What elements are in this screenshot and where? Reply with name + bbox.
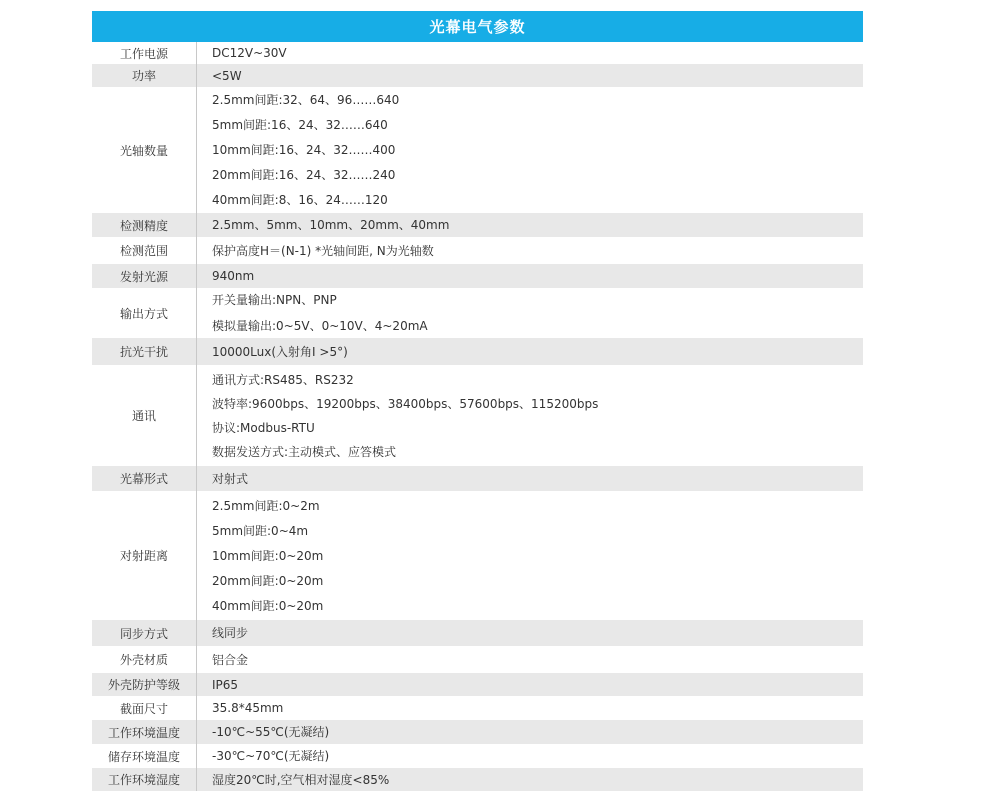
table-row [92,744,863,768]
row-label: 储存环境温度 [92,744,197,768]
row-value [197,466,863,491]
row-value-line: 模拟量输出:0~5V、0~10V、4~20mA [212,319,428,333]
table-row [92,491,863,620]
row-value-line: 2.5mm间距:0~2m [212,498,320,513]
row-label: 外壳防护等级 [92,673,197,696]
row-value-line: -10℃~55℃(无凝结) [212,725,330,739]
row-label: 光轴数量 [92,87,197,213]
row-value-line: 40mm间距:0~20m [212,598,324,613]
row-value [197,491,863,620]
table-row [92,64,863,87]
row-label: 外壳材质 [92,646,197,673]
table-row [92,288,863,338]
row-value-line: 40mm间距:8、16、24……120 [212,193,388,207]
row-value-line: 10000Lux(入射角I >5°) [212,344,348,359]
row-value-line: 10mm间距:16、24、32……400 [212,143,396,157]
row-value-line: 940nm [212,269,255,283]
row-value-line: IP65 [212,677,239,692]
row-value [197,288,863,338]
table-row [92,673,863,696]
table-row [92,696,863,720]
table-row [92,768,863,791]
row-label: 截面尺寸 [92,696,197,720]
row-value-line: 线同步 [212,626,249,640]
spec-table [92,11,863,791]
row-value-line: 铝合金 [212,652,249,667]
table-row [92,466,863,491]
row-value-line: 保护高度H＝(N-1) *光轴间距, N为光轴数 [212,243,434,258]
row-value-line: 20mm间距:0~20m [212,573,324,588]
row-value [197,768,863,791]
row-value-line: 35.8*45mm [212,701,284,715]
row-label: 检测精度 [92,213,197,237]
table-row [92,620,863,646]
row-value-line: 2.5mm、5mm、10mm、20mm、40mm [212,218,450,232]
table-row [92,237,863,264]
row-value-line: 2.5mm间距:32、64、96……640 [212,93,400,107]
row-value-line: 通讯方式:RS485、RS232 [212,372,354,387]
table-row [92,264,863,288]
row-value-line: 湿度20℃时,空气相对湿度<85% [212,772,390,787]
row-label: 发射光源 [92,264,197,288]
table-title: 光幕电气参数 [92,11,863,42]
table-row [92,338,863,365]
row-value-line: -30℃~70℃(无凝结) [212,749,330,763]
row-value [197,42,863,64]
row-value-line: <5W [212,68,242,83]
row-value [197,64,863,87]
row-value [197,720,863,744]
table-row [92,87,863,213]
row-label: 功率 [92,64,197,87]
row-label: 对射距离 [92,491,197,620]
row-value [197,744,863,768]
row-value [197,646,863,673]
row-value-line: 开关量输出:NPN、PNP [212,293,337,307]
row-value-line: 20mm间距:16、24、32……240 [212,168,396,182]
row-value-line: 协议:Modbus-RTU [212,420,315,435]
table-row [92,720,863,744]
row-value-line: 数据发送方式:主动模式、应答模式 [212,444,397,459]
row-label: 工作环境湿度 [92,768,197,791]
row-value-line: 波特率:9600bps、19200bps、38400bps、57600bps、115200bps [212,396,599,411]
table-row [92,42,863,64]
row-value-line: 10mm间距:0~20m [212,548,324,563]
table-row [92,213,863,237]
row-label: 输出方式 [92,288,197,338]
row-value [197,213,863,237]
table-body [92,42,863,791]
row-value [197,620,863,646]
table-row [92,365,863,466]
row-value-line: DC12V~30V [212,46,287,60]
row-value-line: 5mm间距:0~4m [212,523,309,538]
row-value [197,237,863,264]
row-label: 通讯 [92,365,197,466]
table-row [92,646,863,673]
row-label: 同步方式 [92,620,197,646]
row-value [197,365,863,466]
row-value [197,87,863,213]
row-label: 检测范围 [92,237,197,264]
row-value [197,696,863,720]
row-value-line: 5mm间距:16、24、32……640 [212,118,388,132]
row-value-line: 对射式 [212,471,249,486]
row-label: 抗光干扰 [92,338,197,365]
row-label: 光幕形式 [92,466,197,491]
row-value [197,264,863,288]
row-label: 工作环境温度 [92,720,197,744]
row-value [197,673,863,696]
row-label: 工作电源 [92,42,197,64]
row-value [197,338,863,365]
